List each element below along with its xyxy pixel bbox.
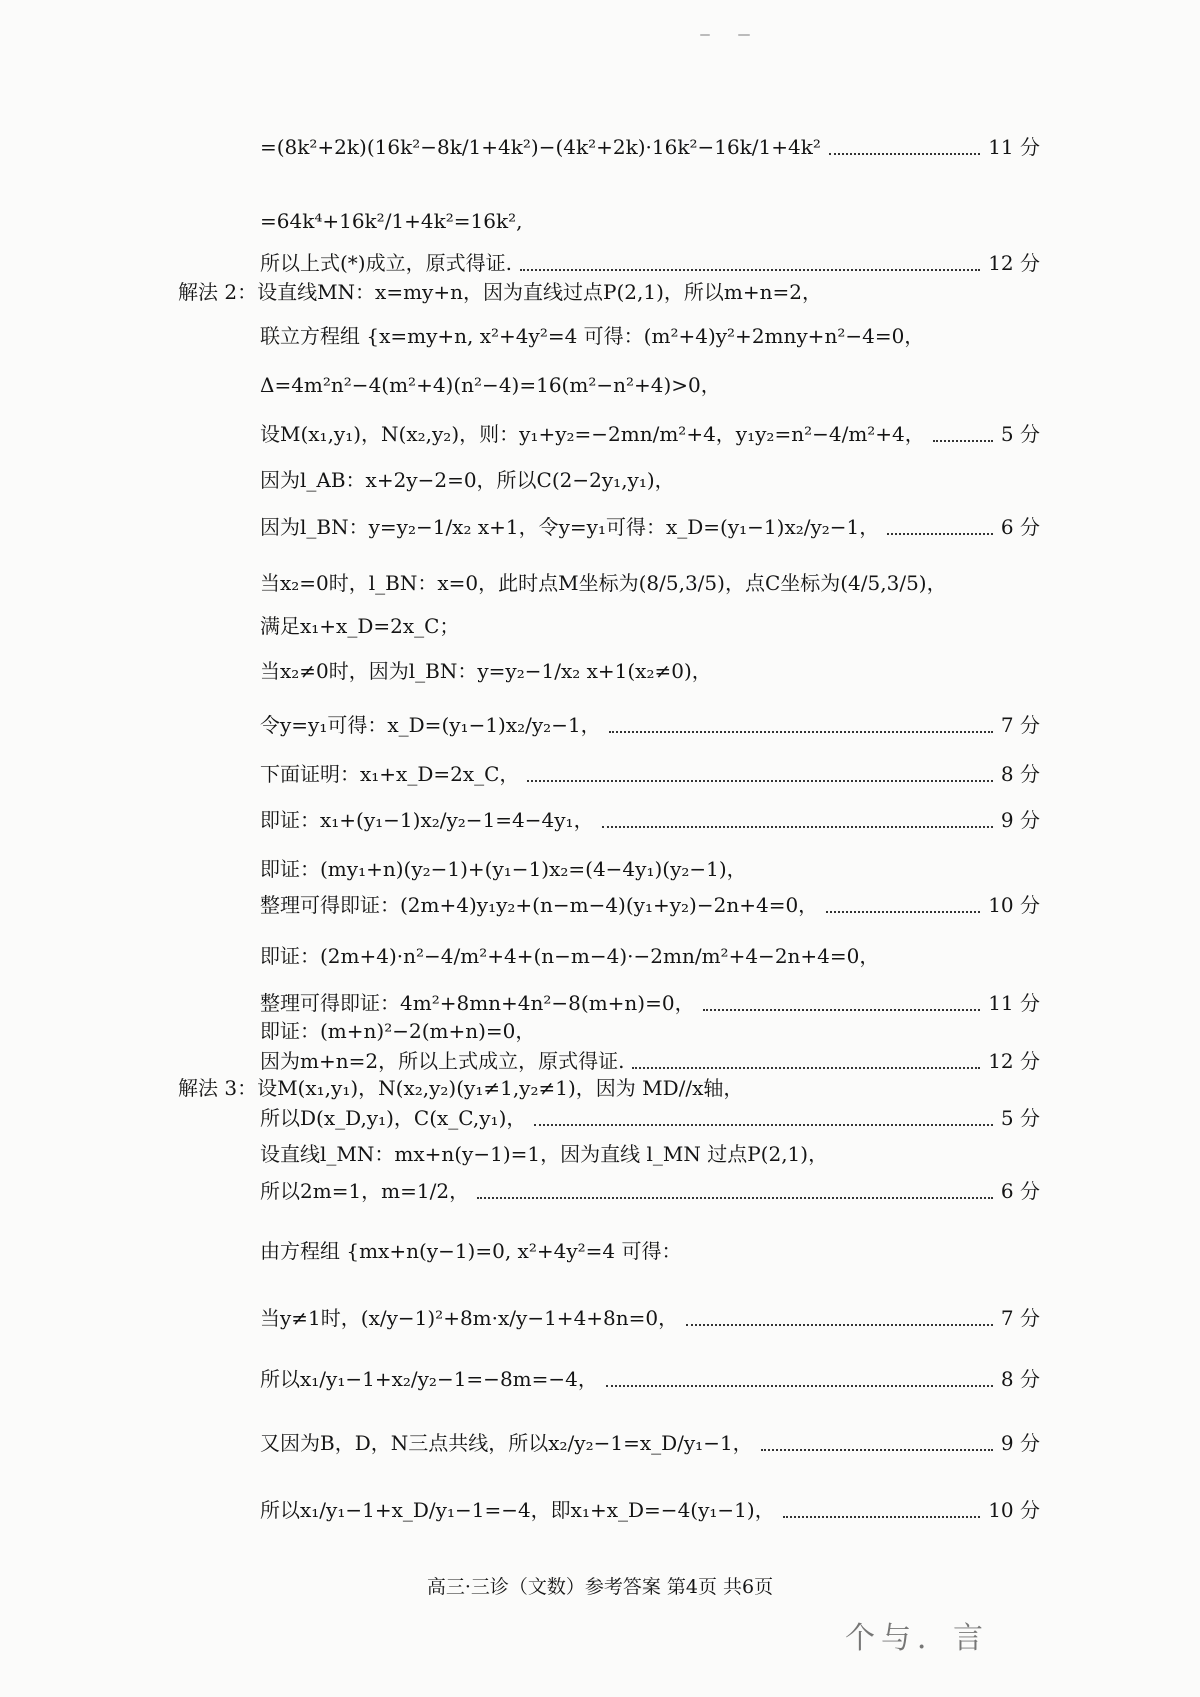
- score-label: 9 分: [1000, 1431, 1040, 1455]
- dot-leader: [632, 1067, 980, 1069]
- score-label: 8 分: [1000, 762, 1040, 786]
- line-text: 即证：(m+n)²−2(m+n)=0，: [260, 1019, 536, 1043]
- scan-speck: [700, 34, 710, 36]
- line-text: 所以x₁/y₁−1+x₂/y₂−1=−8m=−4，: [260, 1367, 598, 1391]
- dot-leader: [609, 731, 993, 733]
- solution-line: [260, 714, 1040, 737]
- solution-line: [260, 858, 1040, 881]
- line-text: 所以2m=1，m=1/2，: [260, 1179, 470, 1203]
- line-text: 又因为B，D，N三点共线，所以x₂/y₂−1=x_D/y₁−1，: [260, 1431, 753, 1455]
- line-text: 设直线l_MN：mx+n(y−1)=1，因为直线 l_MN 过点P(2,1)，: [260, 1142, 829, 1166]
- score-label: 6 分: [1000, 1179, 1040, 1203]
- score-label: 12 分: [988, 1049, 1040, 1073]
- score-label: 10 分: [988, 893, 1040, 917]
- solution-line: [178, 1077, 1040, 1100]
- line-text: =64k⁴+16k²/1+4k²=16k²,: [260, 209, 523, 233]
- solution-line: [260, 1499, 1040, 1522]
- score-label: 7 分: [1000, 713, 1040, 737]
- solution-line: [260, 374, 1040, 397]
- solution-line: [260, 469, 1040, 492]
- dot-leader: [887, 533, 993, 535]
- line-text: 由方程组 {mx+n(y−1)=0, x²+4y²=4 可得：: [260, 1239, 682, 1263]
- solution-line: [260, 763, 1040, 786]
- line-text: 令y=y₁可得：x_D=(y₁−1)x₂/y₂−1，: [260, 713, 601, 737]
- line-text: 所以上式(*)成立，原式得证.: [260, 251, 512, 275]
- score-label: 9 分: [1000, 808, 1040, 832]
- dot-leader: [520, 269, 980, 271]
- solution-line: [260, 1180, 1040, 1203]
- solution-line: [260, 1020, 1040, 1043]
- line-text: 因为l_AB：x+2y−2=0，所以C(2−2y₁,y₁)，: [260, 468, 675, 492]
- solution-line: [178, 281, 1040, 304]
- solution-line: [260, 1107, 1040, 1130]
- score-label: 7 分: [1000, 1306, 1040, 1330]
- line-text: 即证：(2m+4)·n²−4/m²+4+(n−m−4)·−2mn/m²+4−2n+4=0，: [260, 944, 880, 968]
- dot-leader: [477, 1197, 993, 1199]
- score-label: 10 分: [988, 1498, 1040, 1522]
- solution-line: [260, 1368, 1040, 1391]
- dot-leader: [826, 911, 980, 913]
- line-text: 所以x₁/y₁−1+x_D/y₁−1=−4，即x₁+x_D=−4(y₁−1)，: [260, 1498, 775, 1522]
- solution-line: [260, 136, 1040, 159]
- solution-line: [260, 660, 1040, 683]
- solution-line: [260, 809, 1040, 832]
- solution-line: [260, 572, 1040, 595]
- solution-line: [260, 945, 1040, 968]
- score-label: 12 分: [988, 251, 1040, 275]
- dot-leader: [534, 1124, 993, 1126]
- dot-leader: [527, 780, 992, 782]
- solution-line: [260, 252, 1040, 275]
- scan-speck: [738, 34, 750, 36]
- page-footer: 高三·三诊（文数）参考答案 第4页 共6页: [426, 1576, 774, 1598]
- solution-line: [260, 210, 1040, 233]
- line-text: 设M(x₁,y₁)，N(x₂,y₂)，则：y₁+y₂=−2mn/m²+4，y₁y₂=n²−4/m²+4，: [260, 422, 925, 446]
- dot-leader: [783, 1516, 980, 1518]
- solution-line: [260, 615, 1040, 638]
- solution-line: [260, 423, 1040, 446]
- solution-line: [260, 1432, 1040, 1455]
- dot-leader: [703, 1009, 981, 1011]
- solution-line: [260, 1307, 1040, 1330]
- line-text: 因为l_BN：y=y₂−1/x₂ x+1，令y=y₁可得：x_D=(y₁−1)x₂/y₂−1，: [260, 515, 880, 539]
- dot-leader: [933, 440, 993, 442]
- dot-leader: [602, 826, 993, 828]
- solution-line: [260, 325, 1040, 348]
- line-text: 满足x₁+x_D=2x_C；: [260, 614, 460, 638]
- solution-line: [260, 1050, 1040, 1073]
- line-text: 解法 2：设直线MN：x=my+n，因为直线过点P(2,1)，所以m+n=2，: [178, 280, 822, 304]
- line-text: 整理可得即证：(2m+4)y₁y₂+(n−m−4)(y₁+y₂)−2n+4=0，: [260, 893, 819, 917]
- score-label: 8 分: [1000, 1367, 1040, 1391]
- score-label: 11 分: [988, 135, 1040, 159]
- score-label: 6 分: [1000, 515, 1040, 539]
- line-text: 解法 3：设M(x₁,y₁)，N(x₂,y₂)(y₁≠1,y₂≠1)，因为 MD//x轴，: [178, 1076, 744, 1100]
- line-text: 当x₂≠0时，因为l_BN：y=y₂−1/x₂ x+1(x₂≠0)，: [260, 659, 712, 683]
- solution-line: [260, 1240, 1040, 1263]
- line-text: 当x₂=0时，l_BN：x=0，此时点M坐标为(8/5,3/5)，点C坐标为(4/5,3/5)，: [260, 571, 947, 595]
- corner-stamp: 个与．言: [845, 1621, 989, 1656]
- line-text: 联立方程组 {x=my+n, x²+4y²=4 可得：(m²+4)y²+2mny+n²−4=0，: [260, 324, 925, 348]
- line-text: =(8k²+2k)(16k²−8k/1+4k²)−(4k²+2k)·16k²−16k/1+4k²: [260, 135, 821, 159]
- line-text: 即证：x₁+(y₁−1)x₂/y₂−1=4−4y₁，: [260, 808, 594, 832]
- line-text: 即证：(my₁+n)(y₂−1)+(y₁−1)x₂=(4−4y₁)(y₂−1)，: [260, 857, 747, 881]
- line-text: 整理可得即证：4m²+8mn+4n²−8(m+n)=0，: [260, 991, 695, 1015]
- solution-line: [260, 992, 1040, 1015]
- score-label: 5 分: [1000, 1106, 1040, 1130]
- dot-leader: [829, 153, 980, 155]
- line-text: 因为m+n=2，所以上式成立，原式得证.: [260, 1049, 625, 1073]
- line-text: 所以D(x_D,y₁)，C(x_C,y₁)，: [260, 1106, 527, 1130]
- solution-line: [260, 516, 1040, 539]
- score-label: 5 分: [1000, 422, 1040, 446]
- dot-leader: [761, 1449, 993, 1451]
- dot-leader: [606, 1385, 993, 1387]
- solution-line: [260, 1143, 1040, 1166]
- line-text: Δ=4m²n²−4(m²+4)(n²−4)=16(m²−n²+4)>0，: [260, 373, 721, 397]
- dot-leader: [686, 1324, 993, 1326]
- line-text: 当y≠1时，(x/y−1)²+8m·x/y−1+4+8n=0，: [260, 1306, 679, 1330]
- solution-line: [260, 894, 1040, 917]
- score-label: 11 分: [988, 991, 1040, 1015]
- line-text: 下面证明：x₁+x_D=2x_C，: [260, 762, 520, 786]
